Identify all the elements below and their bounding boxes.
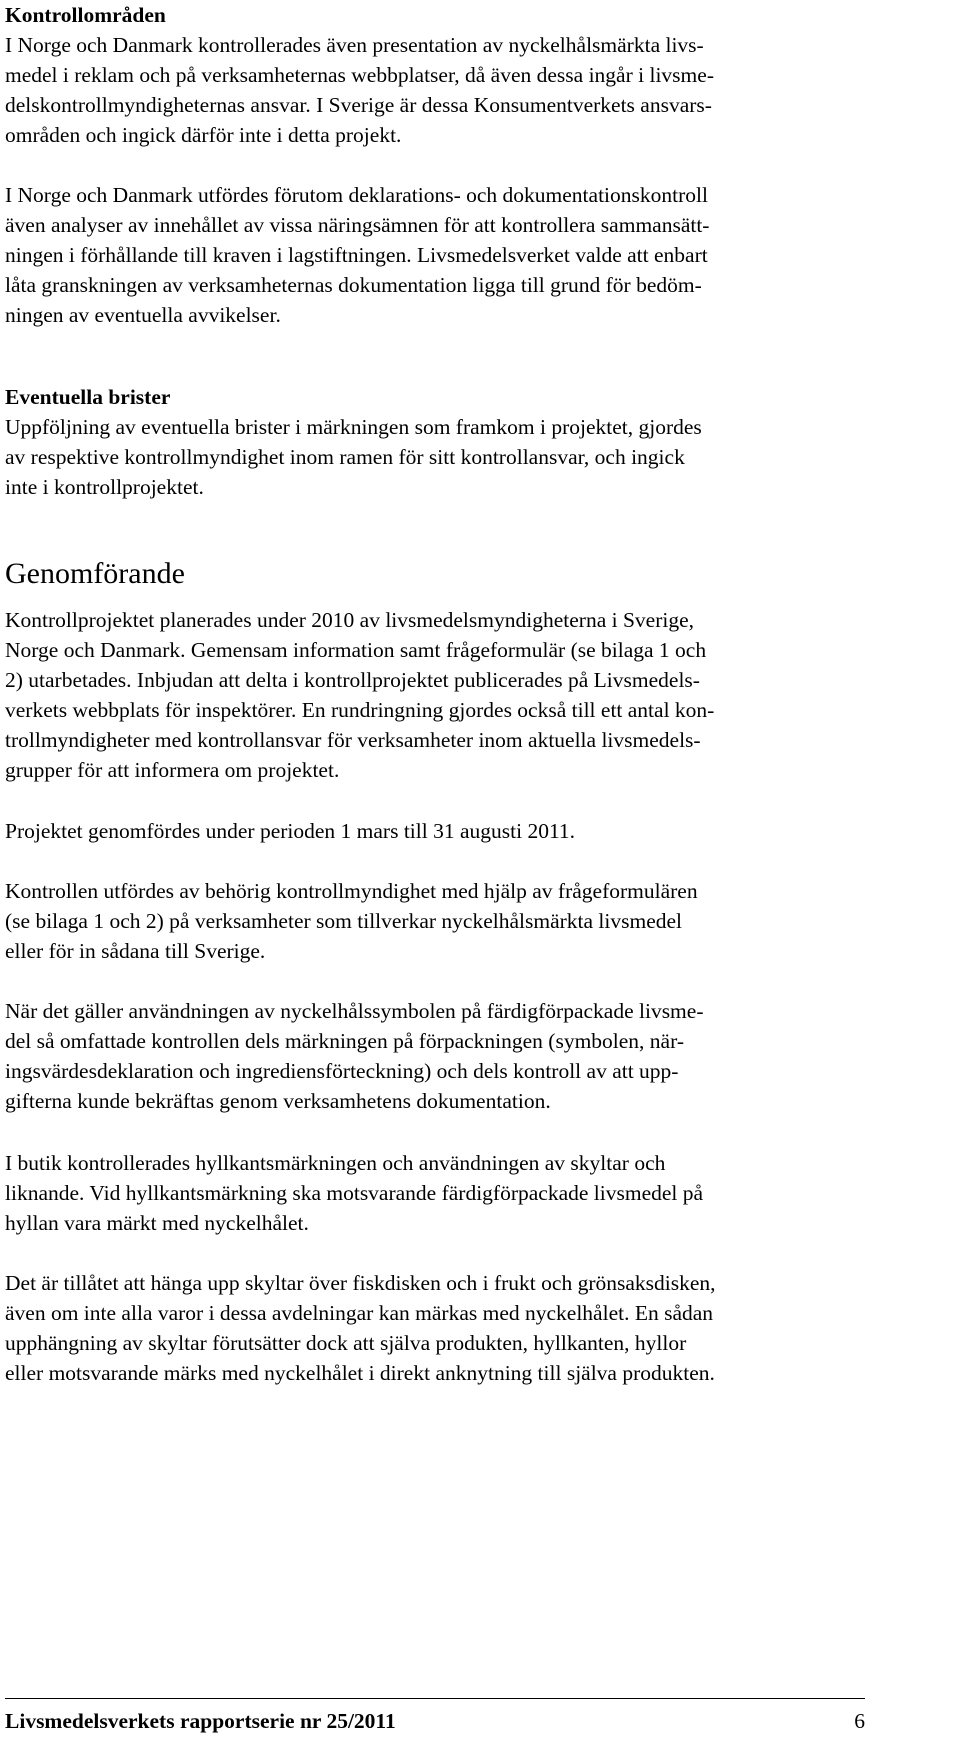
- text-line: Norge och Danmark. Gemensam information samt frågeformulär (se bilaga 1 och: [5, 638, 707, 662]
- text-line: När det gäller användningen av nyckelhålssymbolen på färdigförpackade livsme-: [5, 999, 704, 1023]
- text-line: liknande. Vid hyllkantsmärkning ska motsvarande färdigförpackade livsmedel på: [5, 1181, 704, 1205]
- text-line: trollmyndigheter med kontrollansvar för verksamheter inom aktuella livsmedels-: [5, 728, 701, 752]
- section-eventuella-brister: [5, 382, 702, 502]
- text-line: inte i kontrollprojektet.: [5, 475, 204, 499]
- genomforande-para5: [5, 1148, 703, 1238]
- text-line: gifterna kunde bekräftas genom verksamhetens dokumentation.: [5, 1089, 551, 1113]
- page-footer: [5, 1708, 865, 1734]
- text-line: ingsvärdesdeklaration och ingrediensförteckning) och dels kontroll av att upp-: [5, 1059, 679, 1083]
- text-line: även om inte alla varor i dessa avdelningar kan märkas med nyckelhålet. En sådan: [5, 1301, 714, 1325]
- genomforande-para3: [5, 876, 698, 966]
- section-heading-brister: Eventuella brister: [5, 385, 171, 409]
- kontroll-para1: [5, 0, 714, 150]
- text-line: del så omfattade kontrollen dels märkningen på förpackningen (symbolen, när-: [5, 1029, 684, 1053]
- text-line: I Norge och Danmark utfördes förutom deklarations- och dokumentationskontroll: [5, 183, 708, 207]
- text-line: 2) utarbetades. Inbjudan att delta i kontrollprojektet publicerades på Livsmedels-: [5, 668, 700, 692]
- page-number: 6: [854, 1709, 865, 1733]
- text-line: eller för in sådana till Sverige.: [5, 939, 266, 963]
- text-line: hyllan vara märkt med nyckelhålet.: [5, 1211, 309, 1235]
- text-line: eller motsvarande märks med nyckelhålet i direkt anknytning till själva produkten.: [5, 1361, 715, 1385]
- text-line: Det är tillåtet att hänga upp skyltar över fiskdisken och i frukt och grönsaksdisken,: [5, 1271, 716, 1295]
- kontroll-para2: [5, 180, 709, 330]
- text-line: Uppföljning av eventuella brister i märkningen som framkom i projektet, gjordes: [5, 415, 702, 439]
- text-line: grupper för att informera om projektet.: [5, 758, 340, 782]
- text-line: medel i reklam och på verksamheternas webbplatser, då även dessa ingår i livsme-: [5, 63, 714, 87]
- text-line: I Norge och Danmark kontrollerades även presentation av nyckelhålsmärkta livs-: [5, 33, 704, 57]
- text-line: I butik kontrollerades hyllkantsmärkningen och användningen av skyltar och: [5, 1151, 666, 1175]
- text-line: Kontrollprojektet planerades under 2010 av livsmedelsmyndigheterna i Sverige,: [5, 608, 695, 632]
- text-line: ningen i förhållande till kraven i lagstiftningen. Livsmedelsverket valde att enbart: [5, 243, 708, 267]
- text-line: upphängning av skyltar förutsätter dock att själva produkten, hyllkanten, hyllor: [5, 1331, 687, 1355]
- section-kontrollomraden: [5, 0, 714, 150]
- genomforande-para6: [5, 1268, 716, 1388]
- text-line: av respektive kontrollmyndighet inom ramen för sitt kontrollansvar, och ingick: [5, 445, 685, 469]
- text-line: områden och ingick därför inte i detta projekt.: [5, 123, 402, 147]
- footer-divider: [5, 1698, 865, 1699]
- genomforande-para4: [5, 996, 704, 1116]
- text-line: Kontrollen utfördes av behörig kontrollmyndighet med hjälp av frågeformulären: [5, 879, 698, 903]
- genomforande-para2: [5, 816, 575, 846]
- text-line: delskontrollmyndigheternas ansvar. I Sverige är dessa Konsumentverkets ansvars-: [5, 93, 712, 117]
- genomforande-para1: [5, 605, 714, 785]
- text-line: ningen av eventuella avvikelser.: [5, 303, 281, 327]
- text-line: verkets webbplats för inspektörer. En rundringning gjordes också till ett antal kon-: [5, 698, 715, 722]
- text-line: Projektet genomfördes under perioden 1 mars till 31 augusti 2011.: [5, 819, 576, 843]
- section-heading-kontrollomraden: Kontrollområden: [5, 3, 166, 27]
- text-line: låta granskningen av verksamheternas dokumentation ligga till grund för bedöm-: [5, 273, 702, 297]
- text-line: (se bilaga 1 och 2) på verksamheter som tillverkar nyckelhålsmärkta livsmedel: [5, 909, 683, 933]
- section-heading-genomforande: Genomförande: [5, 557, 185, 590]
- text-line: även analyser av innehållet av vissa näringsämnen för att kontrollera sammansätt-: [5, 213, 710, 237]
- report-series-label: Livsmedelsverkets rapportserie nr 25/2011: [5, 1709, 396, 1733]
